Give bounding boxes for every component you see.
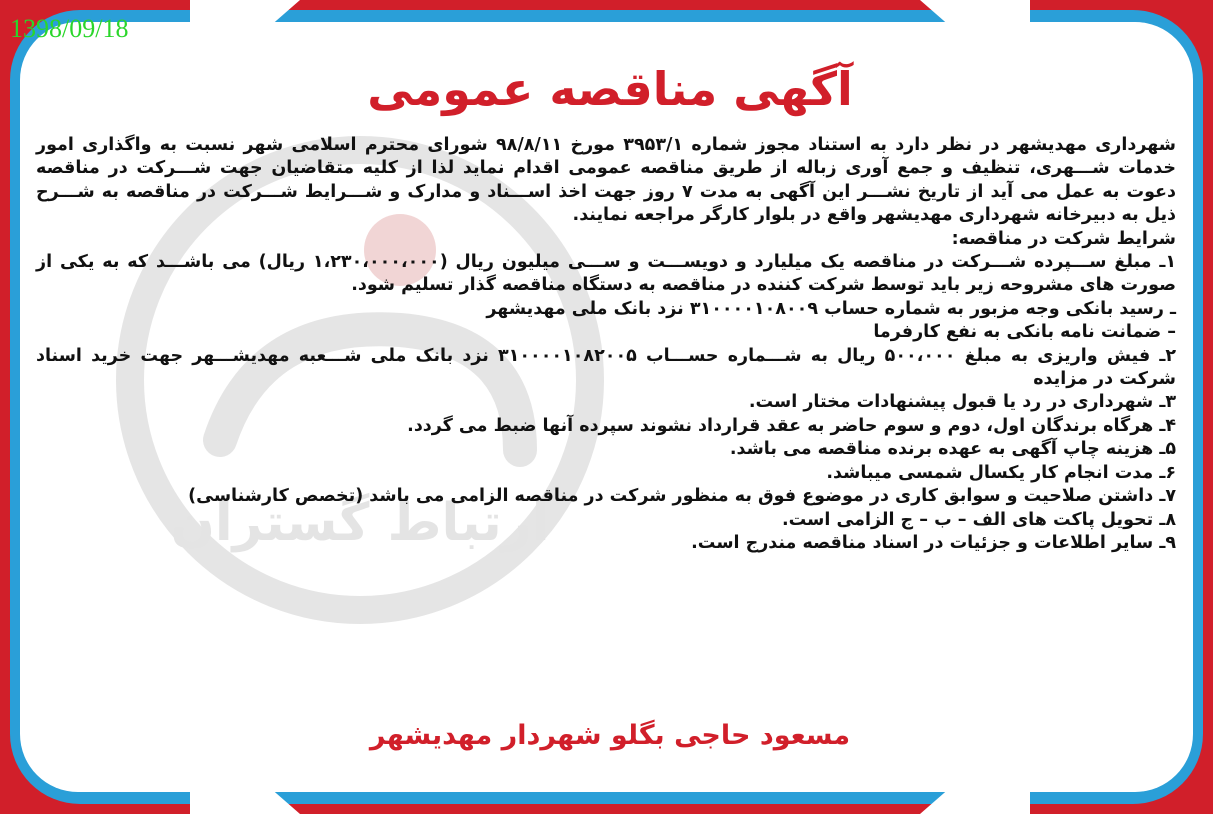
conditions-heading: شرایط شرکت در مناقصه:	[951, 228, 1176, 249]
date-stamp: 1398/09/18	[10, 14, 129, 43]
condition-item-2: ۲ـ فیش واریزی به مبلغ ۵۰۰،۰۰۰ ریال به شـــماره حســـاب ۳۱۰۰۰۰۱۰۸۲۰۰۵ نزد بانک ملی شـــعبه مهدیشـــهر جهت خرید اسناد شرکت در مزایده	[36, 345, 1177, 390]
condition-item-3: ۳ـ شهرداری در رد یا قبول پیشنهادات مختار است.	[748, 392, 1176, 413]
condition-item-9: ۹ـ سایر اطلاعات و جزئیات در اسناد مناقصه مندرج است.	[691, 532, 1176, 553]
ad-body	[36, 134, 1176, 555]
condition-item-5: ۵ـ هزینه چاپ آگهی به عهده برنده مناقصه می باشد.	[729, 439, 1176, 460]
condition-item-1: ۱ـ مبلغ ســـپرده شـــرکت در مناقصه یک میلیارد و دویســـت و ســـی میلیون ریال (۱،۲۳۰،۰۰۰،۰۰۰ ریال) می باشـــد که به یکی از صورت های مشروحه زیر باید توسط شرکت کننده در مناقصه به دستگاه مناقصه گذار تسلیم شود.	[36, 252, 1176, 296]
condition-item-7: ۷ـ داشتن صلاحیت و سوابق کاری در موضوع فوق به منظور شرکت در مناقصه الزامی می باشد (تخصص کارشناسی)	[188, 486, 1176, 507]
watermark-text: ارتباط گستران	[170, 493, 550, 553]
ad-title: آگهی مناقصه عمومی	[367, 62, 853, 116]
condition-item-6: ۶ـ مدت انجام کار یکسال شمسی میباشد.	[826, 462, 1176, 483]
condition-item-4: ۴ـ هرگاه برندگان اول، دوم و سوم حاضر به عقد قرارداد نشوند سپرده آنها ضبط می گردد.	[407, 415, 1176, 436]
intro-paragraph: شهرداری مهدیشهر در نظر دارد به استناد مجوز شماره ۳۹۵۳/۱ مورخ ۹۸/۸/۱۱ شورای محترم اسلامی شهر نسبت به واگذاری امور خدمات شـــهری، تنظیف و جمع آوری زباله از طریق مناقصه عمومی اقدام نماید لذا از کلیه متقاضیان جهت شـــرکت در مناقصه دعوت به عمل می آید از تاریخ نشـــر این آگهی به مدت ۷ روز جهت اخذ اســـناد و مدارک و شـــرایط شـــرکت در مناقصه به شـــرح ذیل به دبیرخانه شهرداری مهدیشهر واقع در بلوار کارگر مراجعه نمایند.	[36, 135, 1177, 226]
signature: مسعود حاجی بگلو شهردار مهدیشهر	[369, 720, 851, 751]
condition-item-1a: ـ رسید بانکی وجه مزبور به شماره حساب ۳۱۰۰۰۰۱۰۸۰۰۹ نزد بانک ملی مهدیشهر	[486, 298, 1176, 319]
condition-item-8: ۸ـ تحویل پاکت های الف – ب – ج الزامی است.	[781, 509, 1176, 530]
condition-item-1b: – ضمانت نامه بانکی به نفع کارفرما	[873, 322, 1176, 343]
